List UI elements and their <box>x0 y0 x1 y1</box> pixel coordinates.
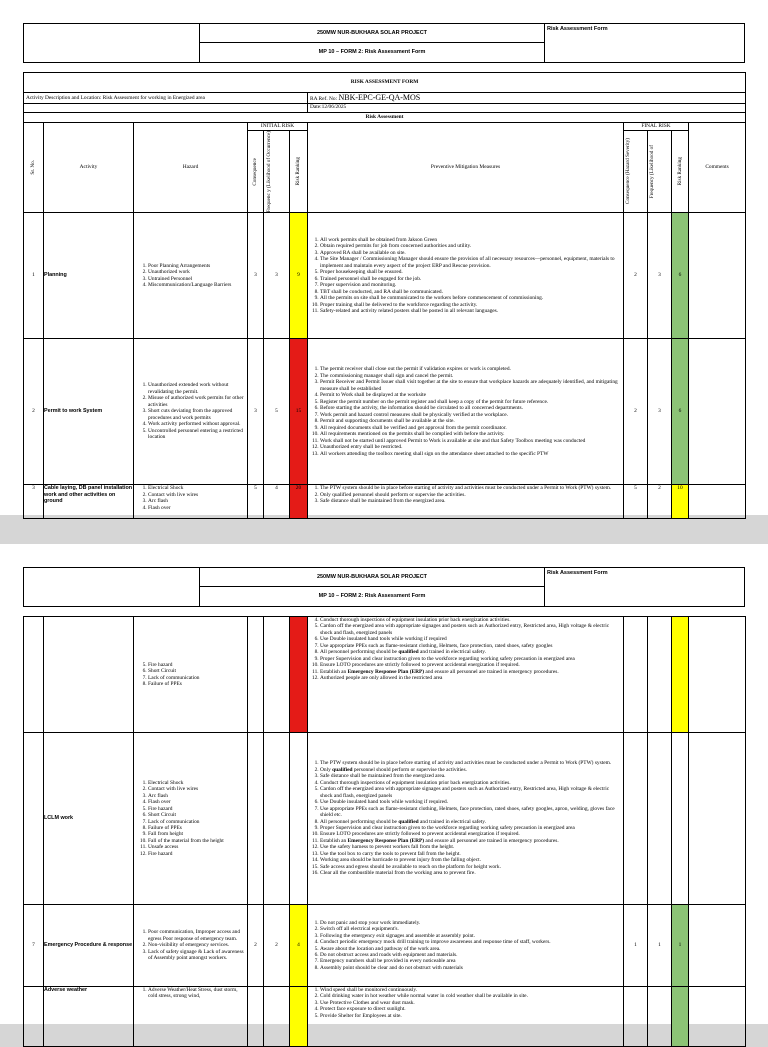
list-item: 9. Proper Supervision and clear instruction given to the workforce regarding working safety precaution in energized area <box>320 825 623 831</box>
list-item: 7. Lack of communication <box>148 819 247 825</box>
col-ranking: Risk Ranking <box>295 157 302 186</box>
col-activity: Activity <box>44 122 134 213</box>
list-item: 11. Establish an Emergency Response Plan (ERP) and ensure all personnel are trained in emergency procedures. <box>320 838 623 844</box>
list-item: 3. Safe distance shall be maintained from the energized area. <box>320 773 623 779</box>
risk-ranking: 15 <box>290 339 308 485</box>
project-name: 250MW NUR-BUKHARA SOLAR PROJECT <box>200 24 544 43</box>
hazard-cell <box>134 617 248 733</box>
list-item: 2. Obtain required permits for job from concerned authorities and utility. <box>320 243 623 249</box>
list-item: 6. Short Circuit <box>148 812 247 818</box>
list-item: 4. Permit to Work shall be displayed at the worksite <box>320 392 623 398</box>
risk-table <box>23 72 746 519</box>
table-row <box>24 733 746 905</box>
list-item: 10. Ensure LOTO procedures are strictly followed to prevent accidental energization if required. <box>320 662 623 668</box>
list-item: 8. Assembly point should be clear and do not obstruct with materials <box>320 965 623 971</box>
list-item: 8. TBT shall be conducted, and RA shall be communicated. <box>320 289 623 295</box>
list-item: 10. All requirements mentioned on the permits shall be complied with before the activity. <box>320 431 623 437</box>
list-item: 5. Uncontrolled personnel entering a restricted location <box>148 428 247 441</box>
mitigation-cell <box>308 485 624 519</box>
list-item: 11. Safety-related and activity related posters shall be posted in all relevant languages. <box>320 308 623 314</box>
list-item: 1. Do not panic and stop your work immediately. <box>320 920 623 926</box>
list-item: 3. Short cuts deviating from the approved procedures and work permits <box>148 408 247 421</box>
list-item: 5. Register the permit number on the permit register and shall keep a copy of the permit for future reference. <box>320 399 623 405</box>
risk-ranking: 20 <box>290 485 308 519</box>
list-item: 4. Flash over <box>148 799 247 805</box>
mitigation-cell <box>308 339 624 485</box>
page-2 <box>0 544 768 1024</box>
list-item: 8. Failure of PPEs <box>148 681 247 687</box>
hazard-cell <box>134 339 248 485</box>
list-item: 4. Conduct thorough inspections of equipment insulation prior back energization activities. <box>320 780 623 786</box>
list-item: 10. Ensure LOTO procedures are strictly followed to prevent accidental energization if required. <box>320 831 623 837</box>
list-item: 4. Conduct periodic emergency mock drill training to improve awareness and response time of staff, workers. <box>320 939 623 945</box>
mitigation-cell <box>308 617 624 733</box>
table-row: 1 Planning 1. Poor Planning Arrangements 2. Unauthorized work 3. Untrained Personnel 4. Miscommunication/Language Barriers 3 3 9 1. All work permits shall be obtained from Jakson Green 2. Obtain required permits for job from concerned authorities and utility. 3. Approved RA shall be available on site. 4. The Site Manager / Commissioning Manager should ensure the provision of all necessary resources—personnel, equipment, materials to implement and maintain every aspect of the project ERP and Rescue provision. 5. Proper housekeeping shall be ensured. 6. Trained personnel shall be engaged for the job. 7. Proper supervision and monitoring. 8. TBT shall be conducted, and RA shall be communicated. 9. All the permits on site shall be communicated to the workers before commencement of commissioning. 10. Proper training shall be delivered to the workforce regarding the activity. 11. Safety-related and activity related posters shall be posted in all relevant languages. 2 3 6 <box>24 213 746 339</box>
list-item: 5. Proper housekeeping shall be ensured. <box>320 269 623 275</box>
list-item: 1. The permit receiver shall close out the permit if validation expires or work is completed. <box>320 366 623 372</box>
form-ref: MP 10 – FORM 2: Risk Assessment Form <box>318 593 426 599</box>
list-item: 2. Switch off all electrical equipment's. <box>320 926 623 932</box>
activity-cell: Planning <box>44 213 134 339</box>
table-row: 3 Cable laying, DB panel installation work and other activities on ground 1. Electrical Shock 2. Contact with live wires 3. Arc flash 4. Flash over 5 4 20 1. The PTW system should be in place before starting of activity and activities must be conducted under a Permit to Work (PTW) system. 2. Only qualified personnel should perform or supervise the activities. 3. Safe distance shall be maintained from the energized area. 5 2 10 <box>24 485 746 519</box>
list-item: 15. Safe access and egress should be available to reach on the platform for height work. <box>320 864 623 870</box>
ra-ref: RA Ref. No: NBK-EPC-GE-QA-MOS <box>308 93 746 104</box>
list-item: 1. Wind speed shall be monitored continuously. <box>320 987 623 993</box>
logo-cell <box>24 24 200 62</box>
list-item: 2. Only qualified personnel should perform or supervise the activities. <box>320 767 623 773</box>
list-item: 1. The PTW system should be in place before starting of activity and activities must be conducted under a Permit to Work (PTW) system. <box>320 485 623 491</box>
list-item: 13. All workers attending the toolbox meeting shall sign on the attendance sheet attached to the specific PTW <box>320 451 623 457</box>
list-item: 9. All the permits on site shall be communicated to the workers before commencement of commissioning. <box>320 295 623 301</box>
hazard-cell <box>134 213 248 339</box>
section-title: Risk Assessment <box>24 112 746 122</box>
final-risk-ranking <box>672 617 689 733</box>
list-item: 5. Aware about the location and pathway of the work area. <box>320 946 623 952</box>
col-sr: Sr. No. <box>30 160 37 175</box>
list-item: 4. Flash over <box>148 505 247 511</box>
list-item: 2. Non-visibility of emergency services. <box>148 942 247 948</box>
hazard-cell <box>134 905 248 987</box>
col-final-ranking: Risk Ranking <box>676 157 683 186</box>
form-name: Risk Assessment Form <box>547 26 608 32</box>
list-item: 14. Working area should be barricade to prevent injury from the falling object. <box>320 857 623 863</box>
final-risk-ranking: 1 <box>672 905 689 987</box>
list-item: 16. Clear all the combustible material from the working area to prevent fire. <box>320 870 623 876</box>
list-item: 7. Lack of communication <box>148 675 247 681</box>
list-item: 12. Unauthorized entry shall be restricted. <box>320 444 623 450</box>
list-item: 12. Fire hazard <box>148 851 247 857</box>
final-risk-ranking: 6 <box>672 339 689 485</box>
list-item: 4. The Site Manager / Commissioning Manager should ensure the provision of all necessary resources—personnel, equipment, materials to implement and maintain every aspect of the project ERP and Rescue provision. <box>320 256 623 269</box>
hazard-cell <box>134 987 248 1047</box>
form-name: Risk Assessment Form <box>547 570 608 576</box>
list-item: 7. Proper supervision and monitoring. <box>320 282 623 288</box>
list-item: 1. All work permits shall be obtained from Jakson Green <box>320 237 623 243</box>
risk-table-continued <box>23 616 746 1047</box>
form-ref: MP 10 – FORM 2: Risk Assessment Form <box>318 49 426 55</box>
list-item: 9. Fall from height <box>148 831 247 837</box>
initial-risk-header: INITIAL RISK <box>248 122 308 130</box>
list-item: 1. The PTW system should be in place before starting of activity and activities must be conducted under a Permit to Work (PTW) system. <box>320 760 623 766</box>
list-item: 6. Before starting the activity, the information should be circulated to all concerned departments. <box>320 405 623 411</box>
form-title: RISK ASSESSMENT FORM <box>24 73 746 93</box>
list-item: 2. Misuse of authorized work permits for other activities <box>148 395 247 408</box>
risk-ranking: 4 <box>290 905 308 987</box>
list-item: 2. Cold drinking water in hot weather while normal water in cold weather shall be available in site. <box>320 993 623 999</box>
list-item: 3. Use Protective Clothes and wear dust mask. <box>320 1000 623 1006</box>
mitigation-cell <box>308 733 624 905</box>
list-item: 1. Electrical Shock <box>148 485 247 491</box>
list-item: 2. Contact with live wires <box>148 492 247 498</box>
list-item: 8. All personnel performing should be qualified and trained in electrical safety. <box>320 649 623 655</box>
list-item: 4. Work activity performed without approval. <box>148 421 247 427</box>
list-item: 1. Poor communication, Improper access and egress Poor response of emergency team. <box>148 929 247 942</box>
hazard-cell <box>134 485 248 519</box>
mitigation-cell <box>308 213 624 339</box>
list-item: 1. Poor Planning Arrangements <box>148 263 247 269</box>
list-item: 6. Short Circuit <box>148 668 247 674</box>
hazard-cell <box>134 733 248 905</box>
table-row: 2 Permit to work System 1. Unauthorized extended work without revalidating the permit. 2. Misuse of authorized work permits for other activities 3. Short cuts deviating from the approved procedures and work permits 4. Work activity performed without approval. 5. Uncontrolled personnel entering a restricted location 3 5 15 1. The permit receiver shall close out the permit if validation expires or work is completed. 2. The commissioning manager shall sign and cancel the permit. 3. Permit Receiver and Permit Issuer shall visit together at the site to ensure that workplace hazards are adequately identified, and mitigating measure shall be established 4. Permit to Work shall be displayed at the worksite 5. Register the permit number on the permit register and shall keep a copy of the permit for future reference. 6. Before starting the activity, the information should be circulated to all concerned departments. 7. Work permit and hazard control measures shall be physically verified at the workplace. 8. Permit and supporting documents shall be available at the site. 9. All required documents shall be verified and get approval from the permit coordinator. 10. All requirements mentioned on the permits shall be complied with before the activity. 11. Work shall not be started until approved Permit to Work is available at site and that Safety Toolbox meeting was conducted 12. Unauthorized entry shall be restricted. 13. All workers attending the toolbox meeting shall sign on the attendance sheet attached to the specific PTW 2 3 6 <box>24 339 746 485</box>
list-item: 7. Use appropriate PPEs such as flame-resistant clothing, Helmets, face protection, rated shoes, safety googles, apron, welding, gloves face shield etc. <box>320 806 623 819</box>
list-item: 6. Use Double insulated hand tools while working if required. <box>320 799 623 805</box>
list-item: 7. Work permit and hazard control measures shall be physically verified at the workplace. <box>320 412 623 418</box>
list-item: 12. Authorized people are only allowed in the restricted area <box>320 675 623 681</box>
list-item: 2. Contact with live wires <box>148 786 247 792</box>
list-item: 3. Untrained Personnel <box>148 276 247 282</box>
table-row: 7 Emergency Procedure & response 1. Poor communication, Improper access and egress Poor response of emergency team. 2. Non-visibility of emergency services. 3. Lack of safety signage & Lack of awareness of Assembly point amongst workers. 2 2 4 1. Do not panic and stop your work immediately. 2. Switch off all electrical equipment's. 3. Following the emergency exit signages and assemble at assembly point. 4. Conduct periodic emergency mock drill training to improve awareness and response time of staff, workers. 5. Aware about the location and pathway of the work area. 6. Do not obstruct access and roads with equipment and materials. 7. Emergency numbers shall be provided in every noticeable area 8. Assembly point should be clear and do not obstruct with materials 1 1 1 <box>24 905 746 987</box>
table-row <box>24 987 746 1047</box>
risk-ranking <box>290 617 308 733</box>
list-item: 3. Arc flash <box>148 498 247 504</box>
activity-cell: Cable laying, DB panel installation work and other activities on ground <box>44 485 134 519</box>
list-item: 5. Fire hazard <box>148 806 247 812</box>
final-risk-ranking: 10 <box>672 485 689 519</box>
list-item: 6. Do not obstruct access and roads with equipment and materials. <box>320 952 623 958</box>
col-mitigation: Preventive Mitigation Measures <box>308 122 624 213</box>
list-item: 10. Proper training shall be delivered to the workforce regarding the activity. <box>320 302 623 308</box>
activity-cell: Adverse weather <box>44 987 134 1047</box>
final-risk-header: FINAL RISK <box>624 122 689 130</box>
activity-cell: Emergency Procedure & response <box>44 905 134 987</box>
list-item: 1. Adverse Weather/Heat Stress, dust storm, cold stress, strong wind, <box>148 987 247 1000</box>
mitigation-cell <box>308 905 624 987</box>
list-item: 8. All personnel performing should be qualified and trained in electrical safety. <box>320 819 623 825</box>
list-item: 3. Approved RA shall be available on site. <box>320 250 623 256</box>
col-consequence: Consequence <box>252 157 259 186</box>
list-item: 1. Electrical Shock <box>148 780 247 786</box>
col-hazard: Hazard <box>134 122 248 213</box>
list-item: 4. Protect face exposure to direct sunlight. <box>320 1006 623 1012</box>
list-item: 3. Lack of safety signage & Lack of awareness of Assembly point amongst workers. <box>148 949 247 962</box>
final-risk-ranking: 6 <box>672 213 689 339</box>
project-name: 250MW NUR-BUKHARA SOLAR PROJECT <box>200 568 544 587</box>
list-item: 4. Miscommunication/Language Barriers <box>148 282 247 288</box>
list-item: 7. Emergency numbers shall be provided in every noticeable area <box>320 958 623 964</box>
list-item: 8. Permit and supporting documents shall be available at the site. <box>320 418 623 424</box>
list-item: 3. Arc flash <box>148 793 247 799</box>
col-final-consequence: Consequence (Hazard Severity) <box>624 138 631 205</box>
list-item: 11. Unsafe access <box>148 844 247 850</box>
list-item: 5. Provide Shelter for Employees at site. <box>320 1013 623 1019</box>
list-item: 11. Establish an Emergency Response Plan (ERP) and ensure all personnel are trained in emergency procedures. <box>320 669 623 675</box>
mitigation-cell <box>308 987 624 1047</box>
ra-ref-value: NBK-EPC-GE-QA-MOS <box>338 93 421 102</box>
activity-description: Activity Description and Location: Risk Assessment for working in Energized area <box>24 93 308 104</box>
list-item: 10. Fall of the material from the height <box>148 838 247 844</box>
list-item: 3. Safe distance shall be maintained from the energized area. <box>320 498 623 504</box>
list-item: 8. Failure of PPEs <box>148 825 247 831</box>
risk-ranking: 9 <box>290 213 308 339</box>
list-item: 2. The commissioning manager shall sign and cancel the permit. <box>320 373 623 379</box>
list-item: 12. Use the safety harness to prevent workers fall from the height. <box>320 844 623 850</box>
list-item: 6. Trained personnel shall be engaged for the job. <box>320 276 623 282</box>
logo-cell <box>24 568 200 606</box>
list-item: 1. Unauthorized extended work without revalidating the permit. <box>148 382 247 395</box>
list-item: 6. Use Double insulated hand tools while working if required <box>320 636 623 642</box>
list-item: 2. Unauthorized work <box>148 269 247 275</box>
list-item: 4. Conduct thorough inspections of equipment insulation prior back energization activities. <box>320 617 623 623</box>
list-item: 3. Permit Receiver and Permit Issuer shall visit together at the site to ensure that workplace hazards are adequately identified, and mitigating measure shall be established <box>320 379 623 392</box>
list-item: 2. Only qualified personnel should perform or supervise the activities. <box>320 492 623 498</box>
list-item: 5. Fire hazard <box>148 662 247 668</box>
col-comments: Comments <box>689 122 746 213</box>
list-item: 9. All required documents shall be verified and get approval from the permit coordinator. <box>320 425 623 431</box>
col-frequency: Frequenc y (Likelihood of Occurrence) <box>265 130 272 213</box>
list-item: 7. Use appropriate PPEs such as flame-resistant clothing, Helmets, face protection, rated shoes, safety googles <box>320 643 623 649</box>
form-date: Date:12/06/2025 <box>308 103 746 112</box>
page-header <box>23 567 745 607</box>
page-1 <box>0 0 768 515</box>
list-item: 5. Cardon off the energized area with appropriate signages and posters such as Authorized entry, Restricted area, High voltage & electric shock and flash, energized panels <box>320 623 623 636</box>
page-header <box>23 23 745 63</box>
list-item: 3. Following the emergency exit signages and assemble at assembly point. <box>320 933 623 939</box>
list-item: 13. Use the tool box to carry the tools to prevent fall from the height. <box>320 851 623 857</box>
table-row <box>24 617 746 733</box>
activity-cell: Permit to work System <box>44 339 134 485</box>
list-item: 5. Cardon off the energized area with appropriate signages and posters such as Authorized entry, Restricted area, High voltage & electric shock and flash, energized panels <box>320 786 623 799</box>
activity-cell: LCLM work <box>44 733 134 905</box>
list-item: 11. Work shall not be started until approved Permit to Work is available at site and that Safety Toolbox meeting was conducted <box>320 438 623 444</box>
list-item: 9. Proper Supervision and clear instruction given to the workforce regarding working safety precaution in energized area <box>320 656 623 662</box>
col-final-frequency: Frequency (Likelihood of <box>648 144 655 199</box>
